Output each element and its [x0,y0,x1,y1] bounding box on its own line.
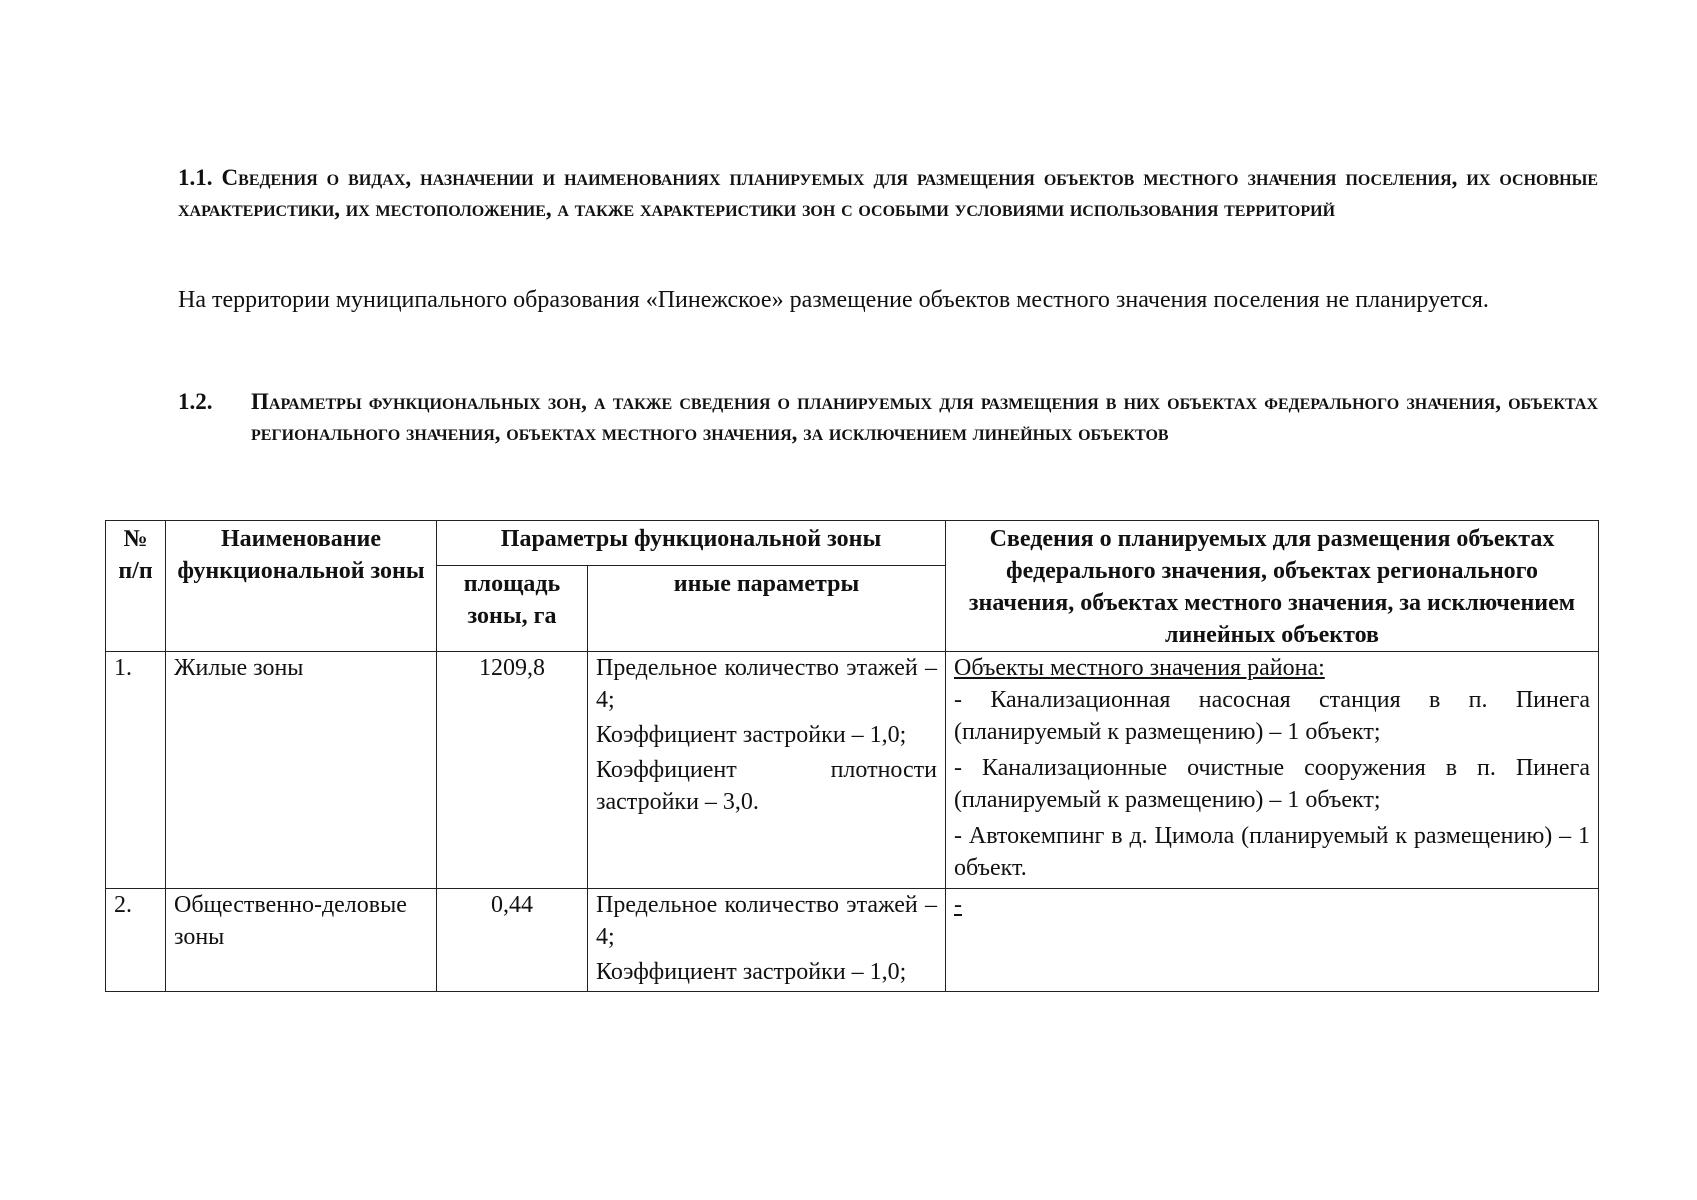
section-1-2-heading [178,386,1598,448]
section-1-1-title: Сведения о видах, назначении и наименованиях планируемых для размещения объектов местного значения поселения, их основные характеристики, их местоположение, а также характеристики зон с особыми условиями использования территорий [178,165,1598,221]
planned-object-item: - Канализационные очистные сооружения в п. Пинега (планируемый к размещению) – 1 объект; [954,755,1590,813]
row-zone-name: Общественно-деловые зоны [166,889,437,992]
row-area: 0,44 [437,889,588,992]
table-row [106,652,1599,889]
param-line: Коэффициент плотности застройки – 3,0. [596,757,937,815]
row-area: 1209,8 [437,652,588,889]
planned-object-item: - Канализационная насосная станция в п. Пинега (планируемый к размещению) – 1 объект; [954,687,1590,745]
section-1-1-number: 1.1. [178,165,213,190]
param-line: Коэффициент застройки – 1,0; [596,722,907,748]
header-other-params: иные параметры [588,565,946,651]
section-1-1-heading [178,162,1598,224]
header-planned-objects: Сведения о планируемых для размещения объектах федерального значения, объектах регионального значения, объектах местного значения, за исключением линейных объектов [946,521,1599,652]
section-1-2-title: Параметры функциональных зон, а также сведения о планируемых для размещения в них объектах федерального значения, объектах регионального значения, объектах местного значения, за исключением линейных объектов [251,389,1598,445]
header-area: площадь зоны, га [437,565,588,651]
functional-zones-table [105,520,1599,992]
row-planned-objects [946,652,1599,889]
section-1-1-paragraph: На территории муниципального образования «Пинежское» размещение объектов местного значения поселения не планируется. [178,287,1489,313]
header-zone-name: Наименование функциональной зоны [166,521,437,652]
header-zone-params: Параметры функциональной зоны [437,521,946,566]
param-line: Предельное количество этажей – 4; [596,892,937,950]
planned-object-item: - Автокемпинг в д. Цимола (планируемый к размещению) – 1 объект. [954,823,1590,881]
header-num: № п/п [106,521,166,652]
row-num: 1. [106,652,166,889]
row-params [588,652,946,889]
param-line: Коэффициент застройки – 1,0; [596,959,907,985]
param-line: Предельное количество этажей – 4; [596,655,937,713]
section-1-2-number: 1.2. [178,389,213,414]
table-row [106,889,1599,992]
row-zone-name: Жилые зоны [166,652,437,889]
row-num: 2. [106,889,166,992]
row-params [588,889,946,992]
planned-objects-heading: Объекты местного значения района: [954,655,1325,681]
row-planned-objects [946,889,1599,992]
planned-objects-heading: - [954,892,962,918]
